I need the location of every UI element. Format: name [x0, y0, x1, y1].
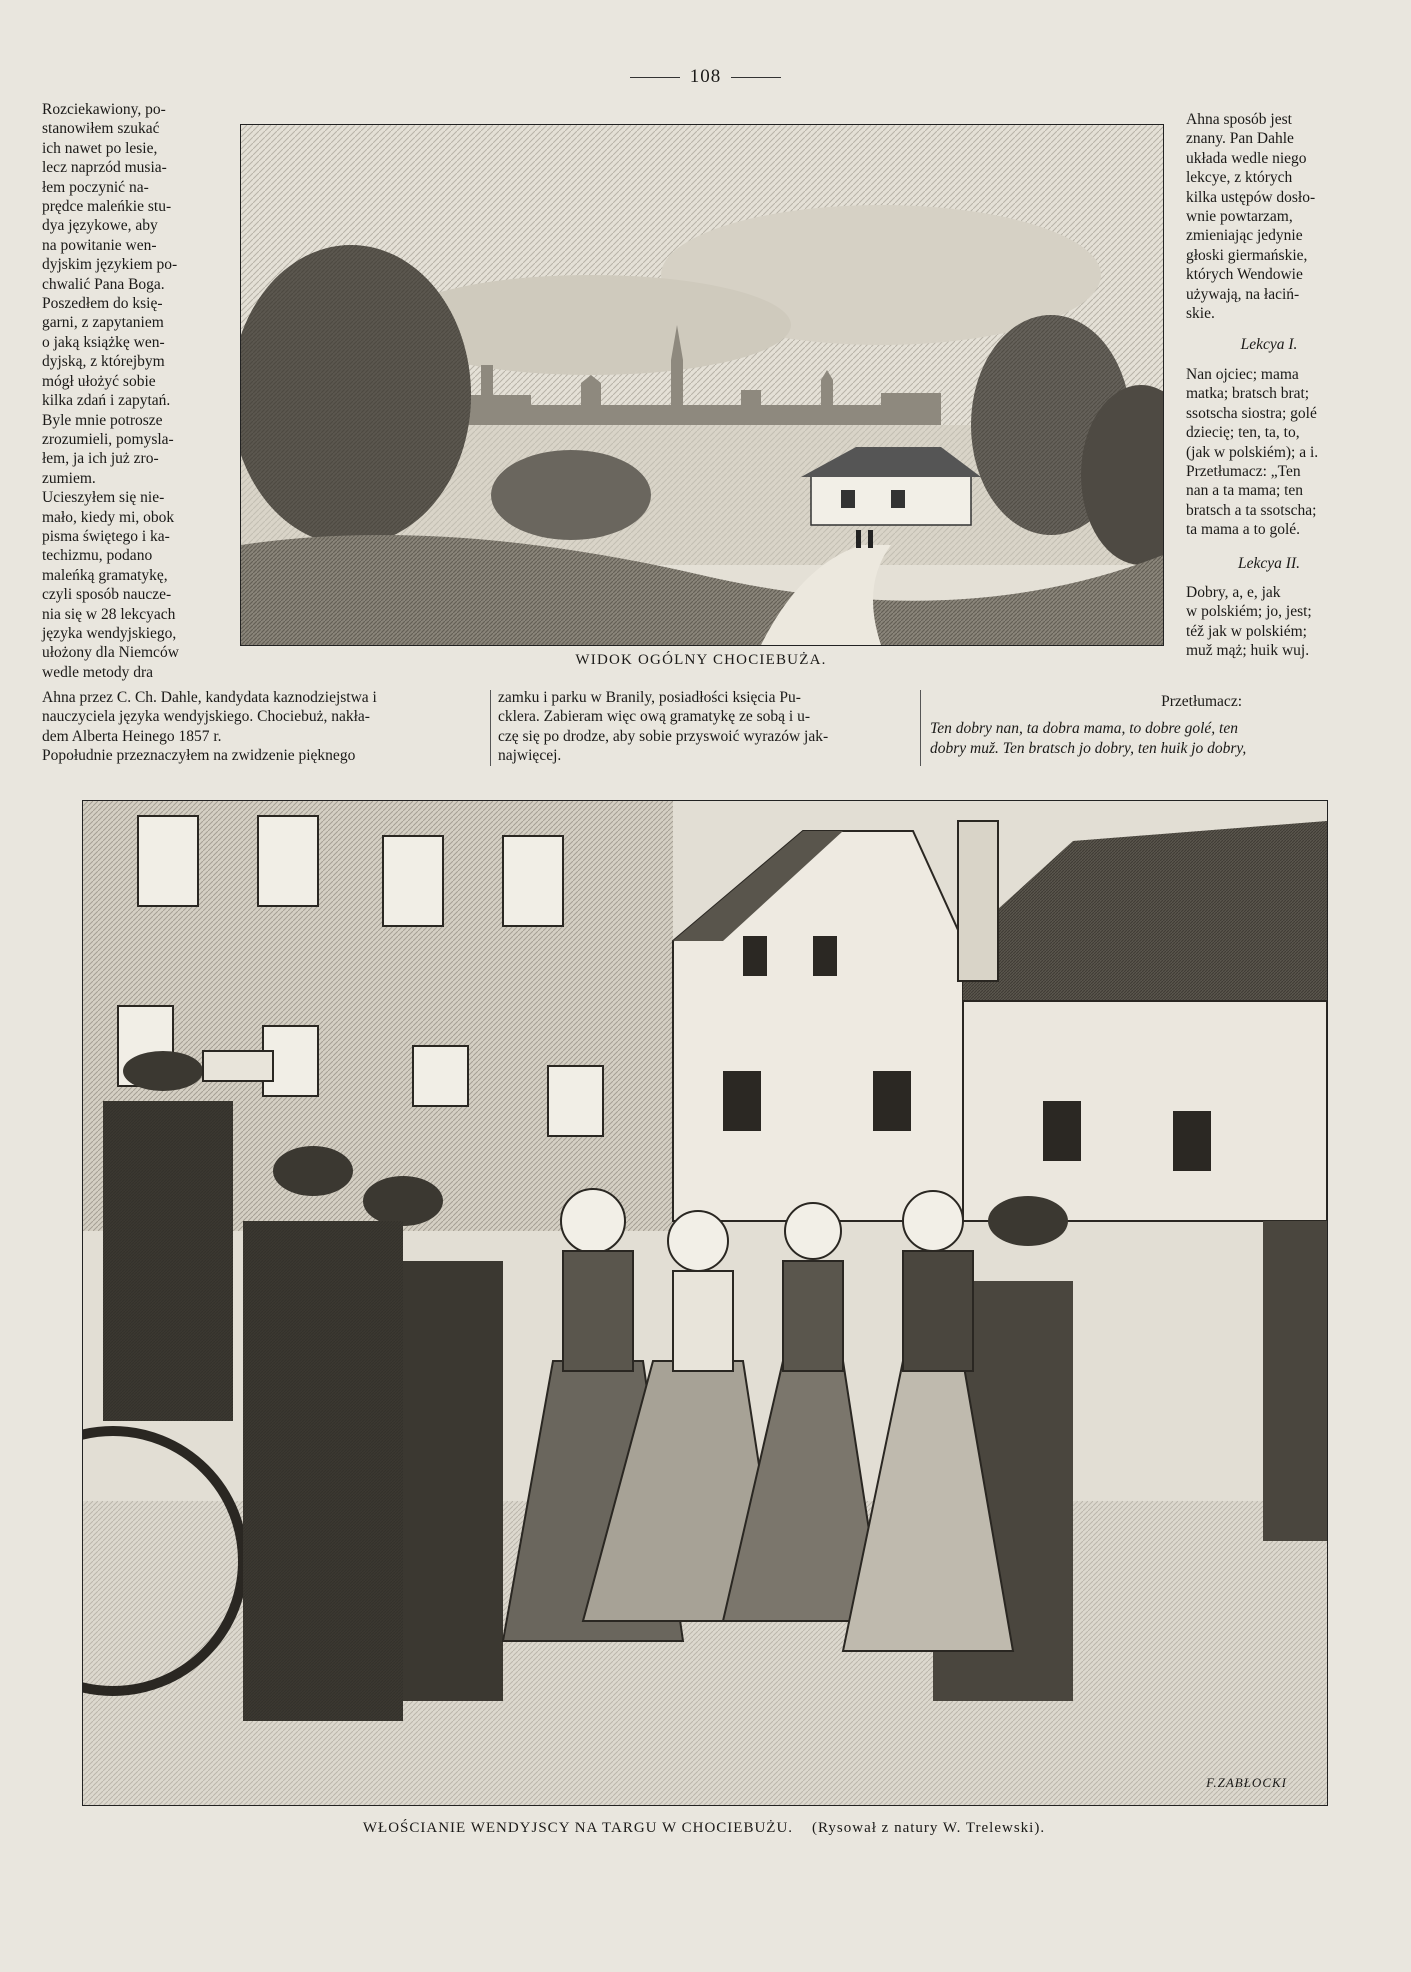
text-line: kilka zdań i zapytań. [42, 392, 171, 410]
text-line: Przetłumacz: „Ten [1186, 462, 1301, 480]
text-line: chwalić Pana Boga. [42, 275, 165, 293]
text-line: mało, kiedy mi, obok [42, 508, 175, 526]
bottom-illustration-credit: (Rysował z natury W. Trelewski). [812, 1820, 1046, 1836]
text-line: zmieniając jedynie [1186, 227, 1303, 245]
text-line: lekcye, z których [1186, 169, 1293, 187]
text-line: wnie powtarzam, [1186, 208, 1293, 226]
text-line: Rozciekawiony, po- [42, 101, 166, 118]
text-line: ta mama a to golé. [1186, 521, 1301, 539]
text-line: (jak w polskiém); a i. [1186, 443, 1319, 461]
text-line: dyjskim językiem po- [42, 256, 178, 274]
bottom-illustration-caption-line [82, 1820, 1326, 1837]
market-scene-engraving [83, 801, 1327, 1805]
text-line: kilka ustępów dosło- [1186, 188, 1316, 206]
left-bottom-text [42, 688, 482, 766]
text-line: maleńką gramatykę, [42, 566, 168, 584]
text-line: łem poczynić na- [42, 178, 149, 196]
text-line: ich nawet po lesie, [42, 139, 158, 157]
text-line: używają, na łaciń- [1186, 285, 1300, 303]
town-view-engraving [241, 125, 1163, 645]
translate-heading: Przetłumacz: [1161, 693, 1242, 710]
text-line: Ahna sposób jest [1186, 111, 1292, 128]
text-line: též jak w polskiém; [1186, 622, 1307, 640]
top-illustration-caption: WIDOK OGÓLNY CHOCIEBUŻA. [575, 652, 827, 668]
right-column [1186, 110, 1352, 661]
lesson-heading: Lekcya I. [1240, 336, 1298, 354]
text-line: dya językowe, aby [42, 217, 158, 235]
text-line: dyjską, z którejbym [42, 353, 165, 371]
text-line: najwięcej. [498, 747, 562, 765]
text-line: w polskiém; jo, jest; [1186, 603, 1312, 621]
text-line: dem Alberta Heinego 1857 r. [42, 727, 222, 745]
translation-exercise [930, 692, 1352, 758]
text-line: których Wendowie [1186, 266, 1303, 284]
text-line: o jaką książkę wen- [42, 333, 165, 351]
middle-bottom-text [498, 688, 912, 766]
bottom-illustration [82, 800, 1328, 1806]
text-line: stanowiłem szukać [42, 120, 160, 138]
text-line: pisma świętego i ka- [42, 527, 170, 545]
text-line: układa wedle niego [1186, 149, 1307, 167]
text-line: nauczyciela języka wendyjskiego. Chociebuż, nakła- [42, 708, 370, 726]
text-line: Poszedłem do księ- [42, 295, 163, 313]
text-line: dobry muž. Ten bratsch jo dobry, ten huik jo dobry, [930, 739, 1247, 757]
text-line: czę się po drodze, aby sobie przyswoić wyrazów jak- [498, 727, 829, 745]
left-column [42, 100, 220, 682]
column-rule [490, 690, 491, 766]
text-line: zrozumieli, pomysla- [42, 430, 174, 448]
engraver-signature: F.ZABŁOCKI [1206, 1775, 1287, 1790]
text-line: języka wendyjskiego, [42, 624, 177, 642]
lesson-heading: Lekcya II. [1238, 554, 1300, 572]
text-line: na powitanie wen- [42, 236, 157, 254]
text-line: łem, ja ich już zro- [42, 450, 159, 468]
text-line: Ucieszyłem się nie- [42, 489, 165, 507]
text-line: prędce maleńkie stu- [42, 198, 172, 216]
text-line: Byle mnie potrosze [42, 411, 163, 429]
text-line: ssotscha siostra; golé [1186, 404, 1317, 422]
column-rule [920, 690, 921, 766]
text-line: nia się w 28 lekcyach [42, 605, 176, 623]
text-line: Ahna przez C. Ch. Dahle, kandydata kaznodziejstwa i [42, 689, 377, 706]
bottom-illustration-caption: WŁOŚCIANIE WENDYJSCY NA TARGU W CHOCIEBUŻU. [362, 1820, 794, 1836]
text-line: mógł ułożyć sobie [42, 372, 156, 390]
text-line: wedle metody dra [42, 663, 154, 681]
page-number-line [0, 66, 1411, 88]
text-line: lecz naprzód musia- [42, 159, 167, 177]
text-line: muž mąż; huik wuj. [1186, 642, 1310, 660]
text-line: cklera. Zabieram więc ową gramatykę ze sobą i u- [498, 708, 810, 726]
text-line: zumiem. [42, 469, 96, 487]
text-line: ułożony dla Niemców [42, 644, 179, 662]
top-illustration [240, 124, 1164, 646]
text-line: garni, z zapytaniem [42, 314, 164, 332]
page-number: 108 [689, 66, 722, 87]
text-line: skie. [1186, 305, 1215, 323]
text-line: matka; bratsch brat; [1186, 385, 1310, 403]
text-line: czyli sposób naucze- [42, 586, 172, 604]
text-line: znany. Pan Dahle [1186, 130, 1294, 148]
text-line: bratsch a ta ssotscha; [1186, 501, 1317, 519]
text-line: dziecię; ten, ta, to, [1186, 424, 1300, 442]
text-line: Popołudnie przeznaczyłem na zwidzenie pięknego [42, 747, 356, 765]
text-line: zamku i parku w Branily, posiadłości księcia Pu- [498, 689, 801, 706]
text-line: głoski giermańskie, [1186, 246, 1308, 264]
text-line: Ten dobry nan, ta dobra mama, to dobre golé, ten [930, 720, 1238, 738]
divider [731, 77, 781, 78]
text-line: techizmu, podano [42, 547, 153, 565]
text-line: Nan ojciec; mama [1186, 365, 1299, 383]
text-line: Dobry, a, e, jak [1186, 583, 1281, 601]
text-line: nan a ta mama; ten [1186, 482, 1304, 500]
divider [630, 77, 680, 78]
